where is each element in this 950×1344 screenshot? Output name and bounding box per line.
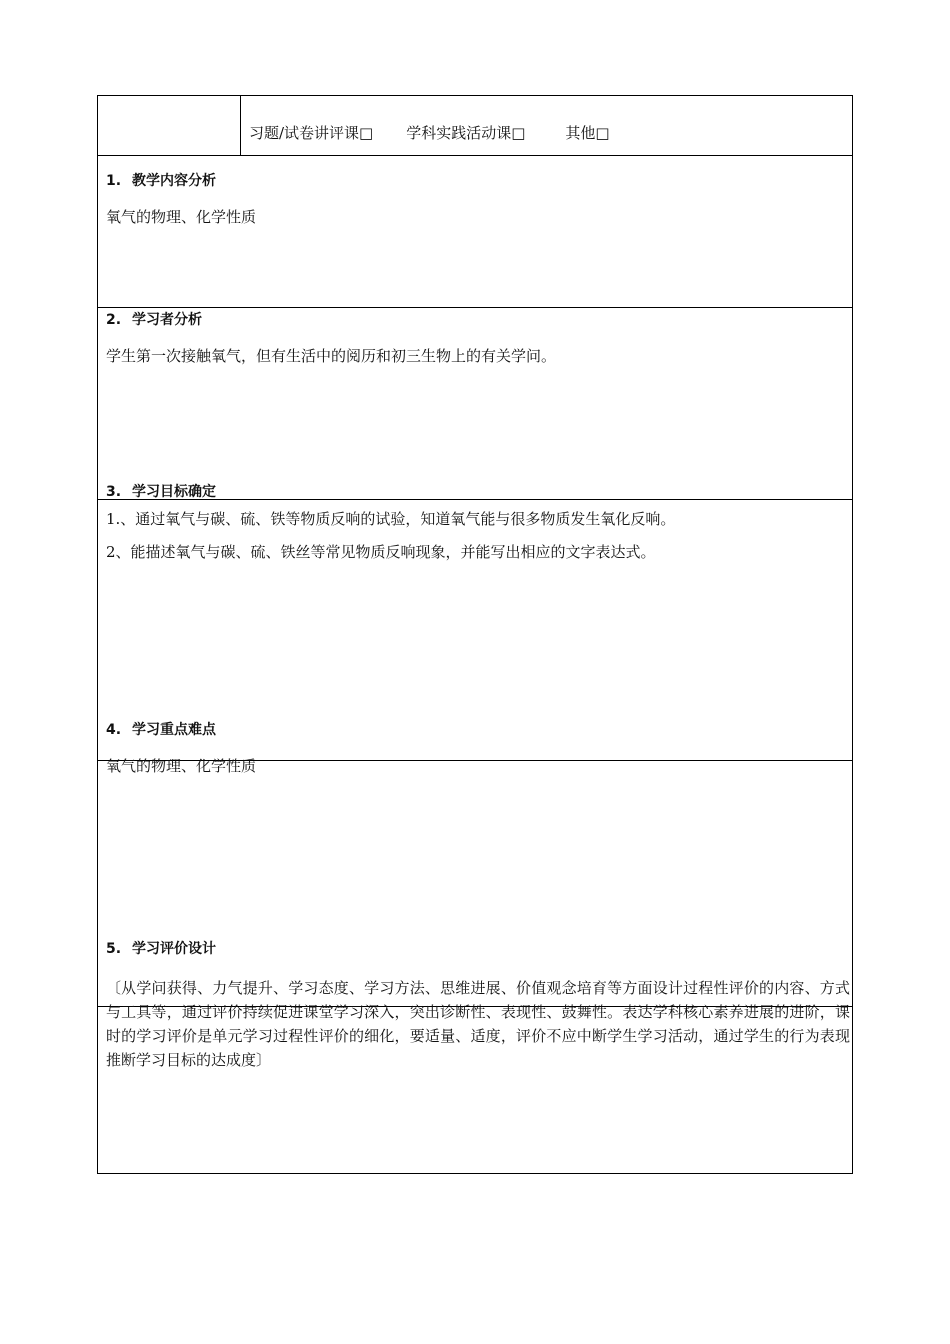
section-2-line: 学生第一次接触氧气，但有生活中的阅历和初三生物上的有关学问。 <box>106 347 557 365</box>
section-3-line-1: 1.、通过氧气与碳、硫、铁等物质反响的试验，知道氧气能与很多物质发生氧化反响。 <box>106 510 676 528</box>
section-number: 3. <box>106 484 122 500</box>
section-number: 1. <box>106 173 122 189</box>
lesson-type-practice[interactable]: 学科实践活动课□ <box>406 124 526 142</box>
lesson-type-review[interactable]: 习题/试卷讲评课□ <box>249 124 374 142</box>
section-title: 学习评价设计 <box>132 941 216 957</box>
section-heading-1 <box>106 172 216 190</box>
section-1-line: 氧气的物理、化学性质 <box>106 208 257 226</box>
section-title: 学习目标确定 <box>132 484 216 500</box>
section-heading-5 <box>106 940 216 958</box>
section-title: 教学内容分析 <box>132 173 216 189</box>
row-divider <box>97 307 853 308</box>
section-heading-4 <box>106 721 216 739</box>
header-column-divider <box>240 95 241 155</box>
section-3-line-2: 2、能描述氧气与碳、硫、铁丝等常见物质反响现象，并能写出相应的文字表达式。 <box>106 543 656 561</box>
row-divider <box>97 155 853 156</box>
section-number: 4. <box>106 722 122 738</box>
section-number: 5. <box>106 941 122 957</box>
section-heading-2 <box>106 311 202 329</box>
lesson-type-options <box>249 124 610 142</box>
section-title: 学习者分析 <box>132 312 202 328</box>
lesson-type-other[interactable]: 其他□ <box>565 124 610 142</box>
section-5-paragraph: 〔从学问获得、力气提升、学习态度、学习方法、思维进展、价值观念培育等方面设计过程性评价的内容、方式与工具等，通过评价持续促进课堂学习深入，突出诊断性、表现性、鼓舞性。表达学科核心素养进展的进阶，课时的学习评价是单元学习过程性评价的细化，要适量、适度，评价不应中断学生学习活动，通过学生的行为表现推断学习目标的达成度〕 <box>106 979 850 1069</box>
section-4-line: 氧气的物理、化学性质 <box>106 757 257 775</box>
section-title: 学习重点难点 <box>132 722 216 738</box>
section-heading-3 <box>106 483 216 501</box>
section-number: 2. <box>106 312 122 328</box>
